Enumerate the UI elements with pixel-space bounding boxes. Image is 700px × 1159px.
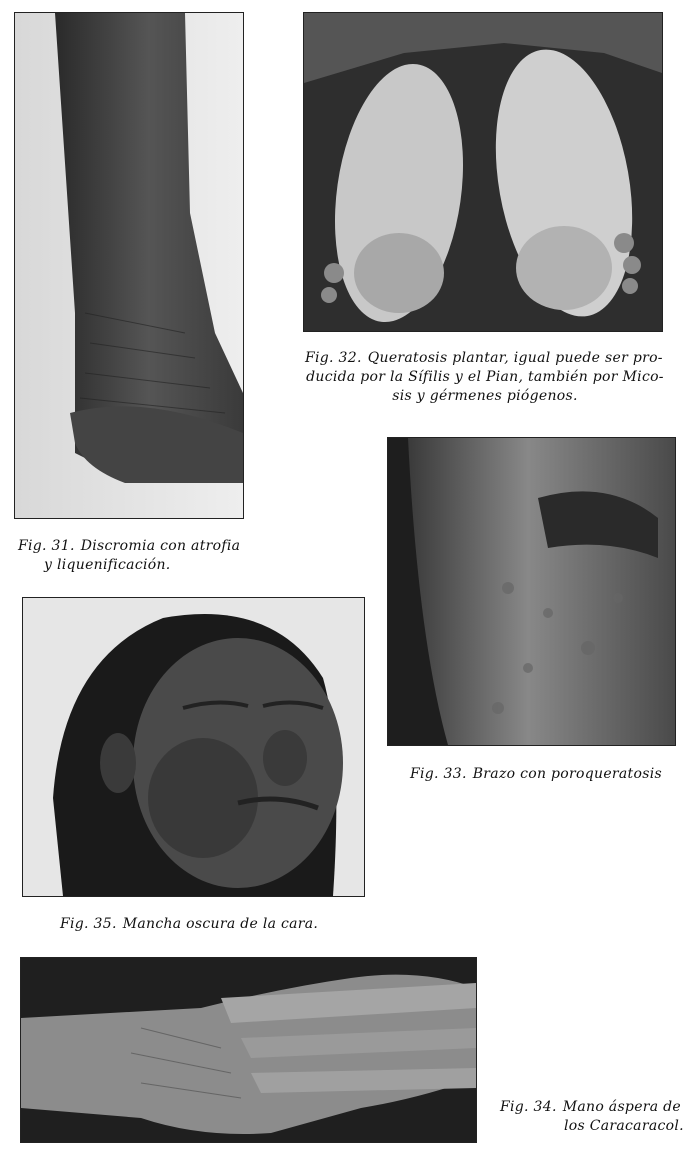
- fig31-caption: [18, 537, 240, 575]
- fig31-number: Fig. 31.: [18, 538, 75, 554]
- fig31-caption-line-1: Discromia con atrofia: [80, 538, 241, 554]
- fig31-caption-line-2: y liquenificación.: [44, 557, 171, 573]
- fig32-caption-line-2: ducida por la Sífilis y el Pian, también por Mico-: [306, 369, 664, 385]
- leg-image: [15, 13, 243, 518]
- fig35-caption: [60, 915, 318, 934]
- fig32-photo: [303, 12, 663, 332]
- arm-image: [388, 438, 675, 745]
- fig32-caption-line-3: sis y gérmenes piógenos.: [392, 388, 578, 404]
- fig34-photo: [20, 957, 477, 1143]
- fig34-caption-line-2: los Caracaracol.: [564, 1118, 684, 1134]
- hand-image: [21, 958, 476, 1142]
- fig33-number: Fig. 33.: [410, 766, 467, 782]
- fig31-photo: [14, 12, 244, 519]
- fig34-number: Fig. 34.: [500, 1099, 557, 1115]
- fig33-photo: [387, 437, 676, 746]
- fig34-caption-line-1: Mano áspera de: [562, 1099, 682, 1115]
- fig35-photo: [22, 597, 365, 897]
- face-image: [23, 598, 364, 896]
- fig32-caption: [305, 349, 665, 406]
- fig35-caption-line-1: Mancha oscura de la cara.: [122, 916, 319, 932]
- fig33-caption-line-1: Brazo con poroqueratosis: [472, 766, 662, 782]
- fig34-caption: [500, 1098, 684, 1136]
- feet-image: [304, 13, 662, 331]
- fig35-number: Fig. 35.: [60, 916, 117, 932]
- fig32-number: Fig. 32.: [305, 350, 362, 366]
- fig33-caption: [410, 765, 662, 784]
- fig32-caption-line-1: Queratosis plantar, igual puede ser pro-: [367, 350, 663, 366]
